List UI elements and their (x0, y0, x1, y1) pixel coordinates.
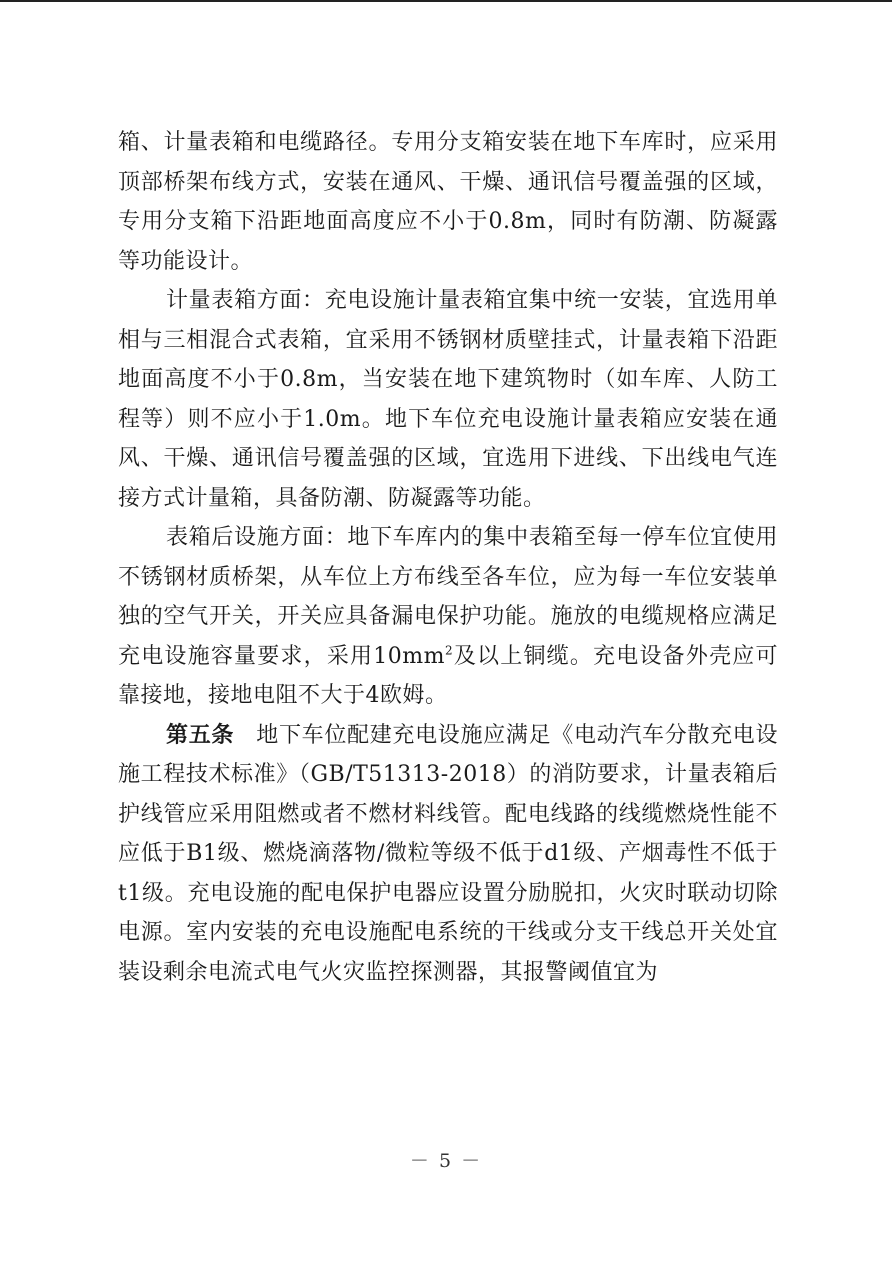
paragraph-text: 箱、计量表箱和电缆路径。专用分支箱安装在地下车库时，应采用顶部桥架布线方式，安装在通风、干燥、通讯信号覆盖强的区域，专用分支箱下沿距地面高度应不小于0.8m，同时有防潮、防凝露等功能设计。 (118, 130, 778, 274)
paragraph-cable-path (118, 123, 778, 281)
document-body (118, 123, 778, 992)
paragraph-text: 及以上铜缆。充电设备外壳应可靠接地，接地电阻不大于4欧姆。 (118, 643, 778, 708)
paragraph-article-five (118, 716, 778, 993)
paragraph-text: 表箱后设施方面：地下车库内的集中表箱至每一停车位宜使用不锈钢材质桥架，从车位上方布线至各车位，应为每一车位安装单独的空气开关，开关应具备漏电保护功能。施放的电缆规格应满足充电设施容量要求，采用10mm (118, 525, 778, 669)
paragraph-post-meter-facilities (118, 518, 778, 716)
paragraph-text: 计量表箱方面：充电设施计量表箱宜集中统一安装，宜选用单相与三相混合式表箱，宜采用不锈钢材质壁挂式，计量表箱下沿距地面高度不小于0.8m，当安装在地下建筑物时（如车库、人防工程等）则不应小于1.0m。地下车位充电设施计量表箱应安装在通风、干燥、通讯信号覆盖强的区域，宜选用下进线、下出线电气连接方式计量箱，具备防潮、防凝露等功能。 (118, 288, 778, 511)
superscript: 2 (444, 643, 454, 658)
paragraph-text: 地下车位配建充电设施应满足《电动汽车分散充电设施工程技术标准》（GB/T51313-2018）的消防要求，计量表箱后护线管应采用阻燃或者不燃材料线管。配电线路的线缆燃烧性能不应低于B1级、燃烧滴落物/微粒等级不低于d1级、产烟毒性不低于t1级。充电设施的配电保护电器应设置分励脱扣，火灾时联动切除电源。室内安装的充电设施配电系统的干线或分支干线总开关处宜装设剩余电流式电气火灾监控探测器，其报警阈值宜为 (118, 722, 778, 985)
top-border-line (0, 0, 892, 2)
article-heading: 第五条 (166, 721, 235, 748)
paragraph-meter-box (118, 281, 778, 518)
page-number: － 5 － (409, 1150, 483, 1172)
